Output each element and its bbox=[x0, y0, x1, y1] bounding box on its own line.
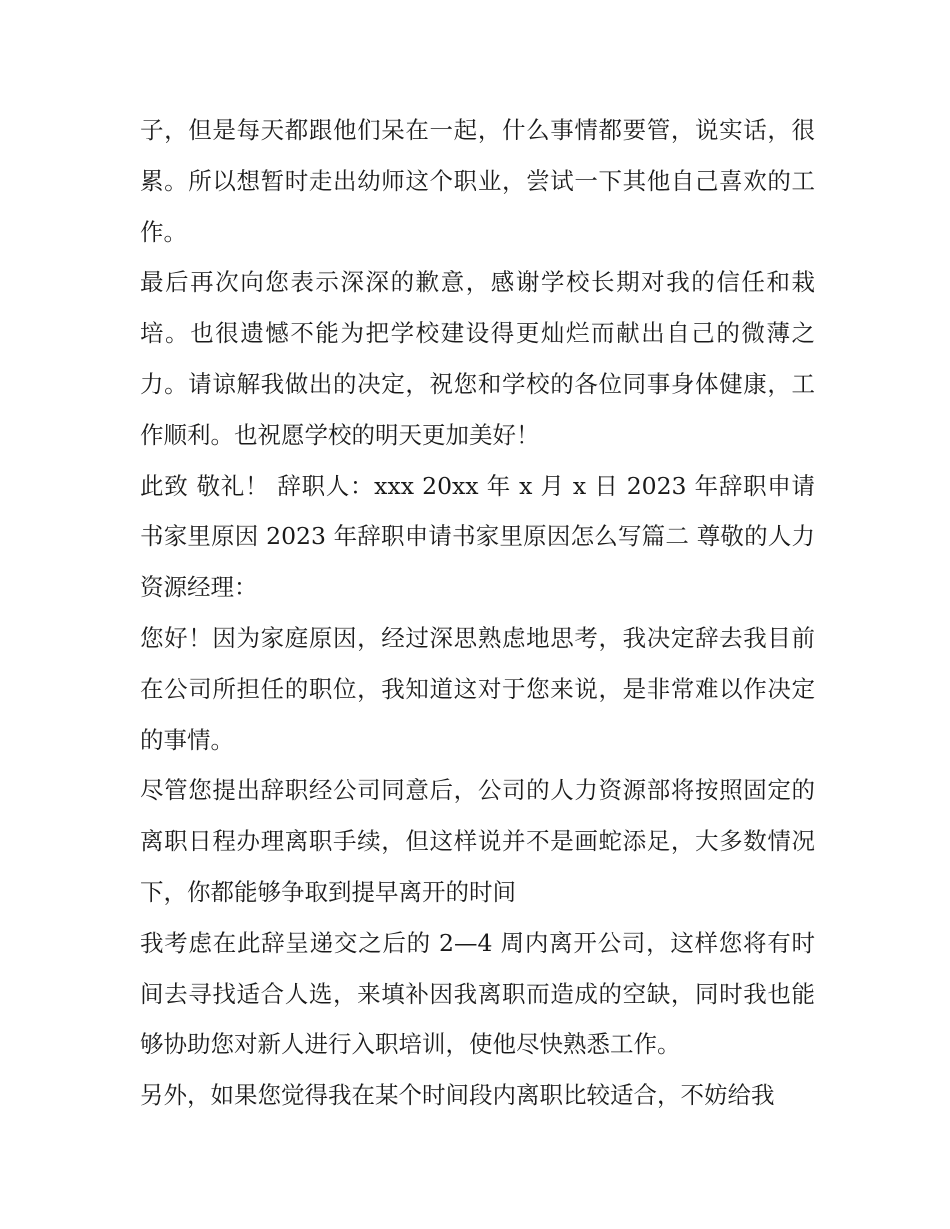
paragraph: 子，但是每天都跟他们呆在一起，什么事情都要管，说实话，很累。所以想暂时走出幼师这个职业，尝试一下其他自己喜欢的工作。 bbox=[140, 116, 815, 246]
paragraph: 尽管您提出辞职经公司同意后，公司的人力资源部将按照固定的离职日程办理离职手续，但这样说并不是画蛇添足，大多数情况下，你都能够争取到提早离开的时间 bbox=[140, 776, 815, 906]
paragraph: 另外，如果您觉得我在某个时间段内离职比较适合，不妨给我 bbox=[140, 1081, 775, 1110]
document-body bbox=[140, 105, 815, 1121]
paragraph: 最后再次向您表示深深的歉意，感谢学校长期对我的信任和栽培。也很遗憾不能为把学校建设得更灿烂而献出自己的微薄之力。请谅解我做出的决定，祝您和学校的各位同事身体健康，工作顺利。也祝愿学校的明天更加美好！ bbox=[140, 268, 815, 449]
paragraph: 您好！因为家庭原因，经过深思熟虑地思考，我决定辞去我目前在公司所担任的职位，我知道这对于您来说，是非常难以作决定的事情。 bbox=[140, 623, 815, 754]
paragraph: 我考虑在此辞呈递交之后的 2—4 周内离开公司，这样您将有时间去寻找适合人选，来填补因我离职而造成的空缺，同时我也能够协助您对新人进行入职培训，使他尽快熟悉工作。 bbox=[140, 928, 815, 1059]
paragraph: 此致 敬礼！ 辞职人：xxx 20xx 年 x 月 x 日 2023 年辞职申请书家里原因 2023 年辞职申请书家里原因怎么写篇二 尊敬的人力资源经理： bbox=[140, 471, 815, 602]
